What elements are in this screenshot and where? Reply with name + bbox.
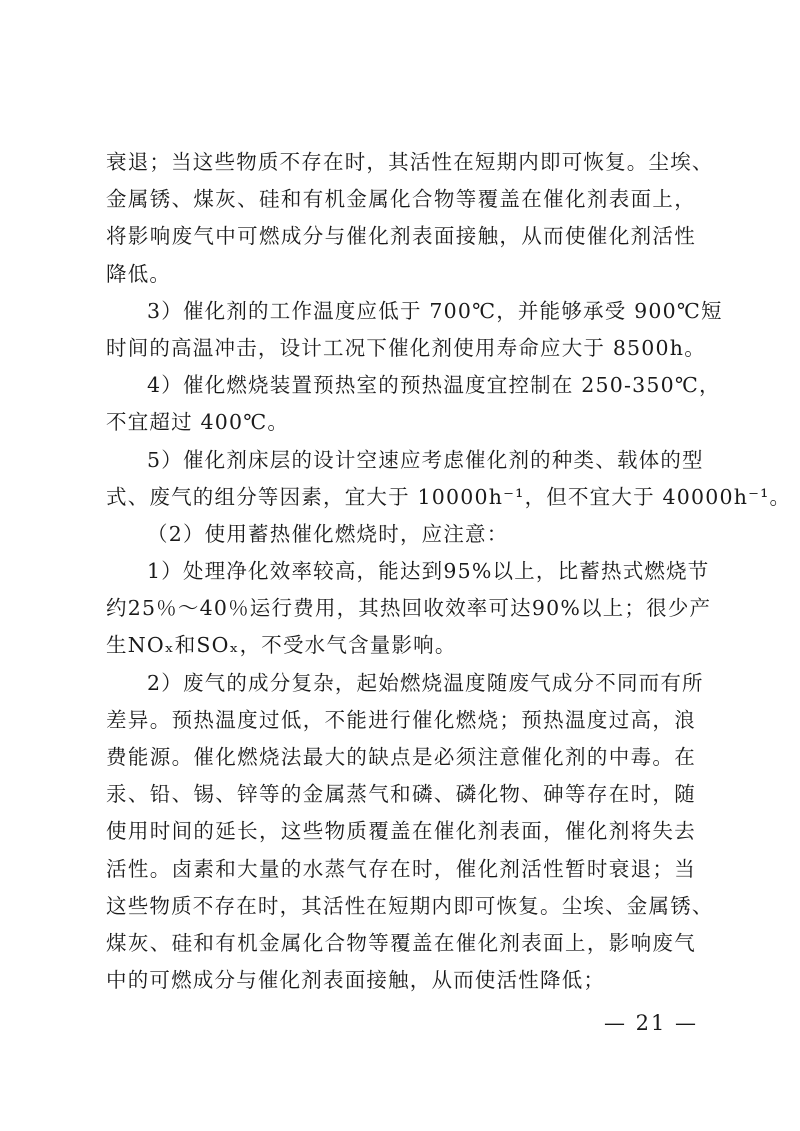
text-line-8: 不宜超过 400℃。 (106, 410, 290, 435)
text-line-19: 使用时间的延长，这些物质覆盖在催化剂表面，催化剂将失去 (106, 819, 696, 844)
page-number: — 21 — (603, 1011, 699, 1035)
text-line-9: 5）催化剂床层的设计空速应考虑催化剂的种类、载体的型 (147, 447, 704, 472)
document-body (106, 144, 792, 999)
text-line-22: 煤灰、硅和有机金属化合物等覆盖在催化剂表面上，影响废气 (106, 930, 696, 955)
text-line-2: 金属锈、煤灰、硅和有机金属化合物等覆盖在催化剂表面上， (106, 187, 696, 212)
text-line-20: 活性。卤素和大量的水蒸气存在时，催化剂活性暂时衰退；当 (106, 856, 696, 881)
text-line-3: 将影响废气中可燃成分与催化剂表面接触，从而使催化剂活性 (106, 224, 696, 249)
text-line-21: 这些物质不存在时，其活性在短期内即可恢复。尘埃、金属锈、 (106, 893, 714, 918)
text-line-10: 式、废气的组分等因素，宜大于 10000h⁻¹，但不宜大于 40000h⁻¹。 (106, 484, 792, 509)
text-line-23: 中的可燃成分与催化剂表面接触，从而使活性降低； (106, 968, 606, 993)
text-line-4: 降低。 (106, 261, 172, 286)
text-line-15: 2）废气的成分复杂，起始燃烧温度随废气成分不同而有所 (147, 670, 704, 695)
text-line-5: 3）催化剂的工作温度应低于 700℃，并能够承受 900℃短 (147, 298, 723, 323)
text-line-17: 费能源。催化燃烧法最大的缺点是必须注意催化剂的中毒。在 (106, 745, 696, 769)
text-line-18: 汞、铅、锡、锌等的金属蒸气和磷、磷化物、砷等存在时，随 (106, 782, 696, 807)
text-line-13: 约25％～40％运行费用，其热回收效率可达90%以上；很少产 (106, 596, 712, 621)
text-line-7: 4）催化燃烧装置预热室的预热温度宜控制在 250-350℃， (147, 373, 721, 398)
text-line-12: 1）处理净化效率较高，能达到95%以上，比蓄热式燃烧节 (147, 559, 710, 584)
text-line-14: 生NOₓ和SOₓ，不受水气含量影响。 (106, 633, 457, 658)
text-line-1: 衰退；当这些物质不存在时，其活性在短期内即可恢复。尘埃、 (106, 150, 714, 174)
text-line-6: 时间的高温冲击，设计工况下催化剂使用寿命应大于 8500h。 (106, 335, 706, 360)
text-line-16: 差异。预热温度过低，不能进行催化燃烧；预热温度过高，浪 (106, 707, 696, 732)
text-line-11: （2）使用蓄热催化燃烧时，应注意： (147, 521, 509, 546)
